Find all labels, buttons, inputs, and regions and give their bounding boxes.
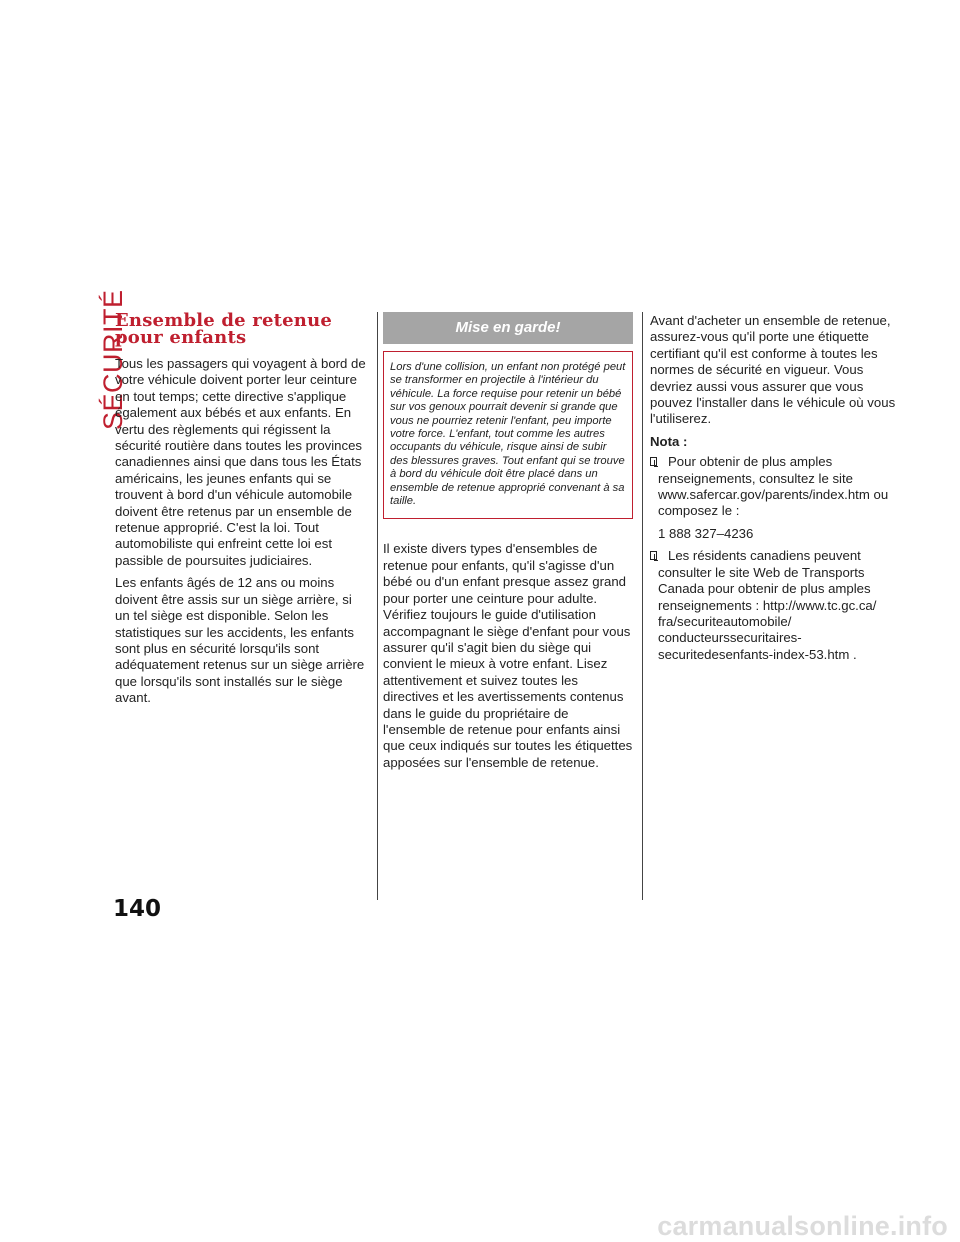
nota-label: Nota : [650, 433, 688, 449]
nota-bullet-1 [650, 454, 900, 520]
checkbox-bullet-icon [650, 551, 657, 560]
purchase-paragraph: Avant d'acheter un ensemble de retenue, assurez-vous qu'il porte une étiquette certifiant qu'il est conforme à toutes les normes de sécurité en vigueur. Vous devriez aussi vous assurer que vous pouvez l'installer dans le véhicule où vous l'utiliserez. [650, 313, 896, 427]
checkbox-bullet-icon [650, 457, 657, 466]
warning-header [383, 312, 633, 344]
column-divider-right [642, 312, 643, 900]
heading-line-2: pour enfants [115, 327, 247, 348]
column-left [115, 312, 370, 713]
column-right [650, 313, 900, 669]
section-side-label [64, 289, 128, 430]
restraint-types-paragraph: Il existe divers types d'ensembles de retenue pour enfants, qu'il s'agisse d'un bébé ou d'un enfant presque assez grand pour porter une ceinture pour adulte. Vérifiez toujours le guide d'utilisation accompagnant le siège d'enfant pour vous assurer qu'il s'agit bien du siège qui convient le mieux à votre enfant. Lisez attentivement et suivez toutes les directives et les avertissements contenus dans le guide du propriétaire de l'ensemble de retenue pour enfants ainsi que ceux indiqués sur toutes les étiquettes apposées sur l'ensemble de retenue. [383, 541, 633, 770]
bullet-2-text: Les résidents canadiens peuvent consulter le site Web de Transports Canada pour obtenir de plus amples renseignements : http://www.tc.gc.ca/ fra/securiteautomobile/ conducteurssecuritaires- securitedesenfants-index-53.htm . [658, 548, 877, 662]
phone-number: 1 888 327–4236 [658, 525, 754, 541]
warning-text: Lors d'une collision, un enfant non protégé peut se transformer en projectile à l'intérieur du véhicule. La force requise pour retenir un bébé sur vos genoux pourrait devenir si grande que vous ne pourriez retenir l'enfant, peu importe votre force. L'enfant, tout comme les autres occupants du véhicule, risque ainsi de subir des blessures graves. Tout enfant qui se trouve à bord du véhicule doit être placé dans un ensemble de retenue approprié convenant à sa taille. [390, 361, 626, 508]
page-number: 140 [113, 896, 162, 922]
heading-line-1: Ensemble de retenue [115, 310, 333, 331]
intro-paragraph: Tous les passagers qui voyagent à bord de votre véhicule doivent porter leur ceinture en tout temps; cette directive s'applique également aux bébés et aux enfants. En vertu des règlements qui régissent la sécurité routière dans toutes les provinces canadiennes ainsi que dans tous les États américains, les jeunes enfants qui se trouvent à bord d'un véhicule automobile doivent être retenus par un ensemble de retenue approprié. C'est la loi. Tout automobiliste qui enfreint cette loi est passible de poursuites judiciaires. [115, 356, 366, 568]
bullet-1-text: Pour obtenir de plus amples renseignements, consultez le site www.safercar.gov/parents/index.htm ou composez le : [658, 454, 889, 519]
column-divider-left [377, 312, 378, 900]
section-heading [115, 312, 370, 346]
children-seating-paragraph: Les enfants âgés de 12 ans ou moins doivent être assis sur un siège arrière, si un tel siège est disponible. Selon les statistiques sur les accidents, les enfants sont plus en sécurité lorsqu'ils sont adéquatement retenus sur un siège arrière que lorsqu'ils sont installés sur le siège avant. [115, 575, 365, 706]
nota-bullet-2 [650, 548, 900, 663]
column-middle [383, 312, 633, 777]
warning-box [383, 351, 633, 519]
warning-title: Mise en garde! [455, 319, 561, 336]
watermark: carmanualsonline.info [657, 1211, 948, 1241]
section-label-text: SÉCURITÉ [98, 289, 128, 430]
